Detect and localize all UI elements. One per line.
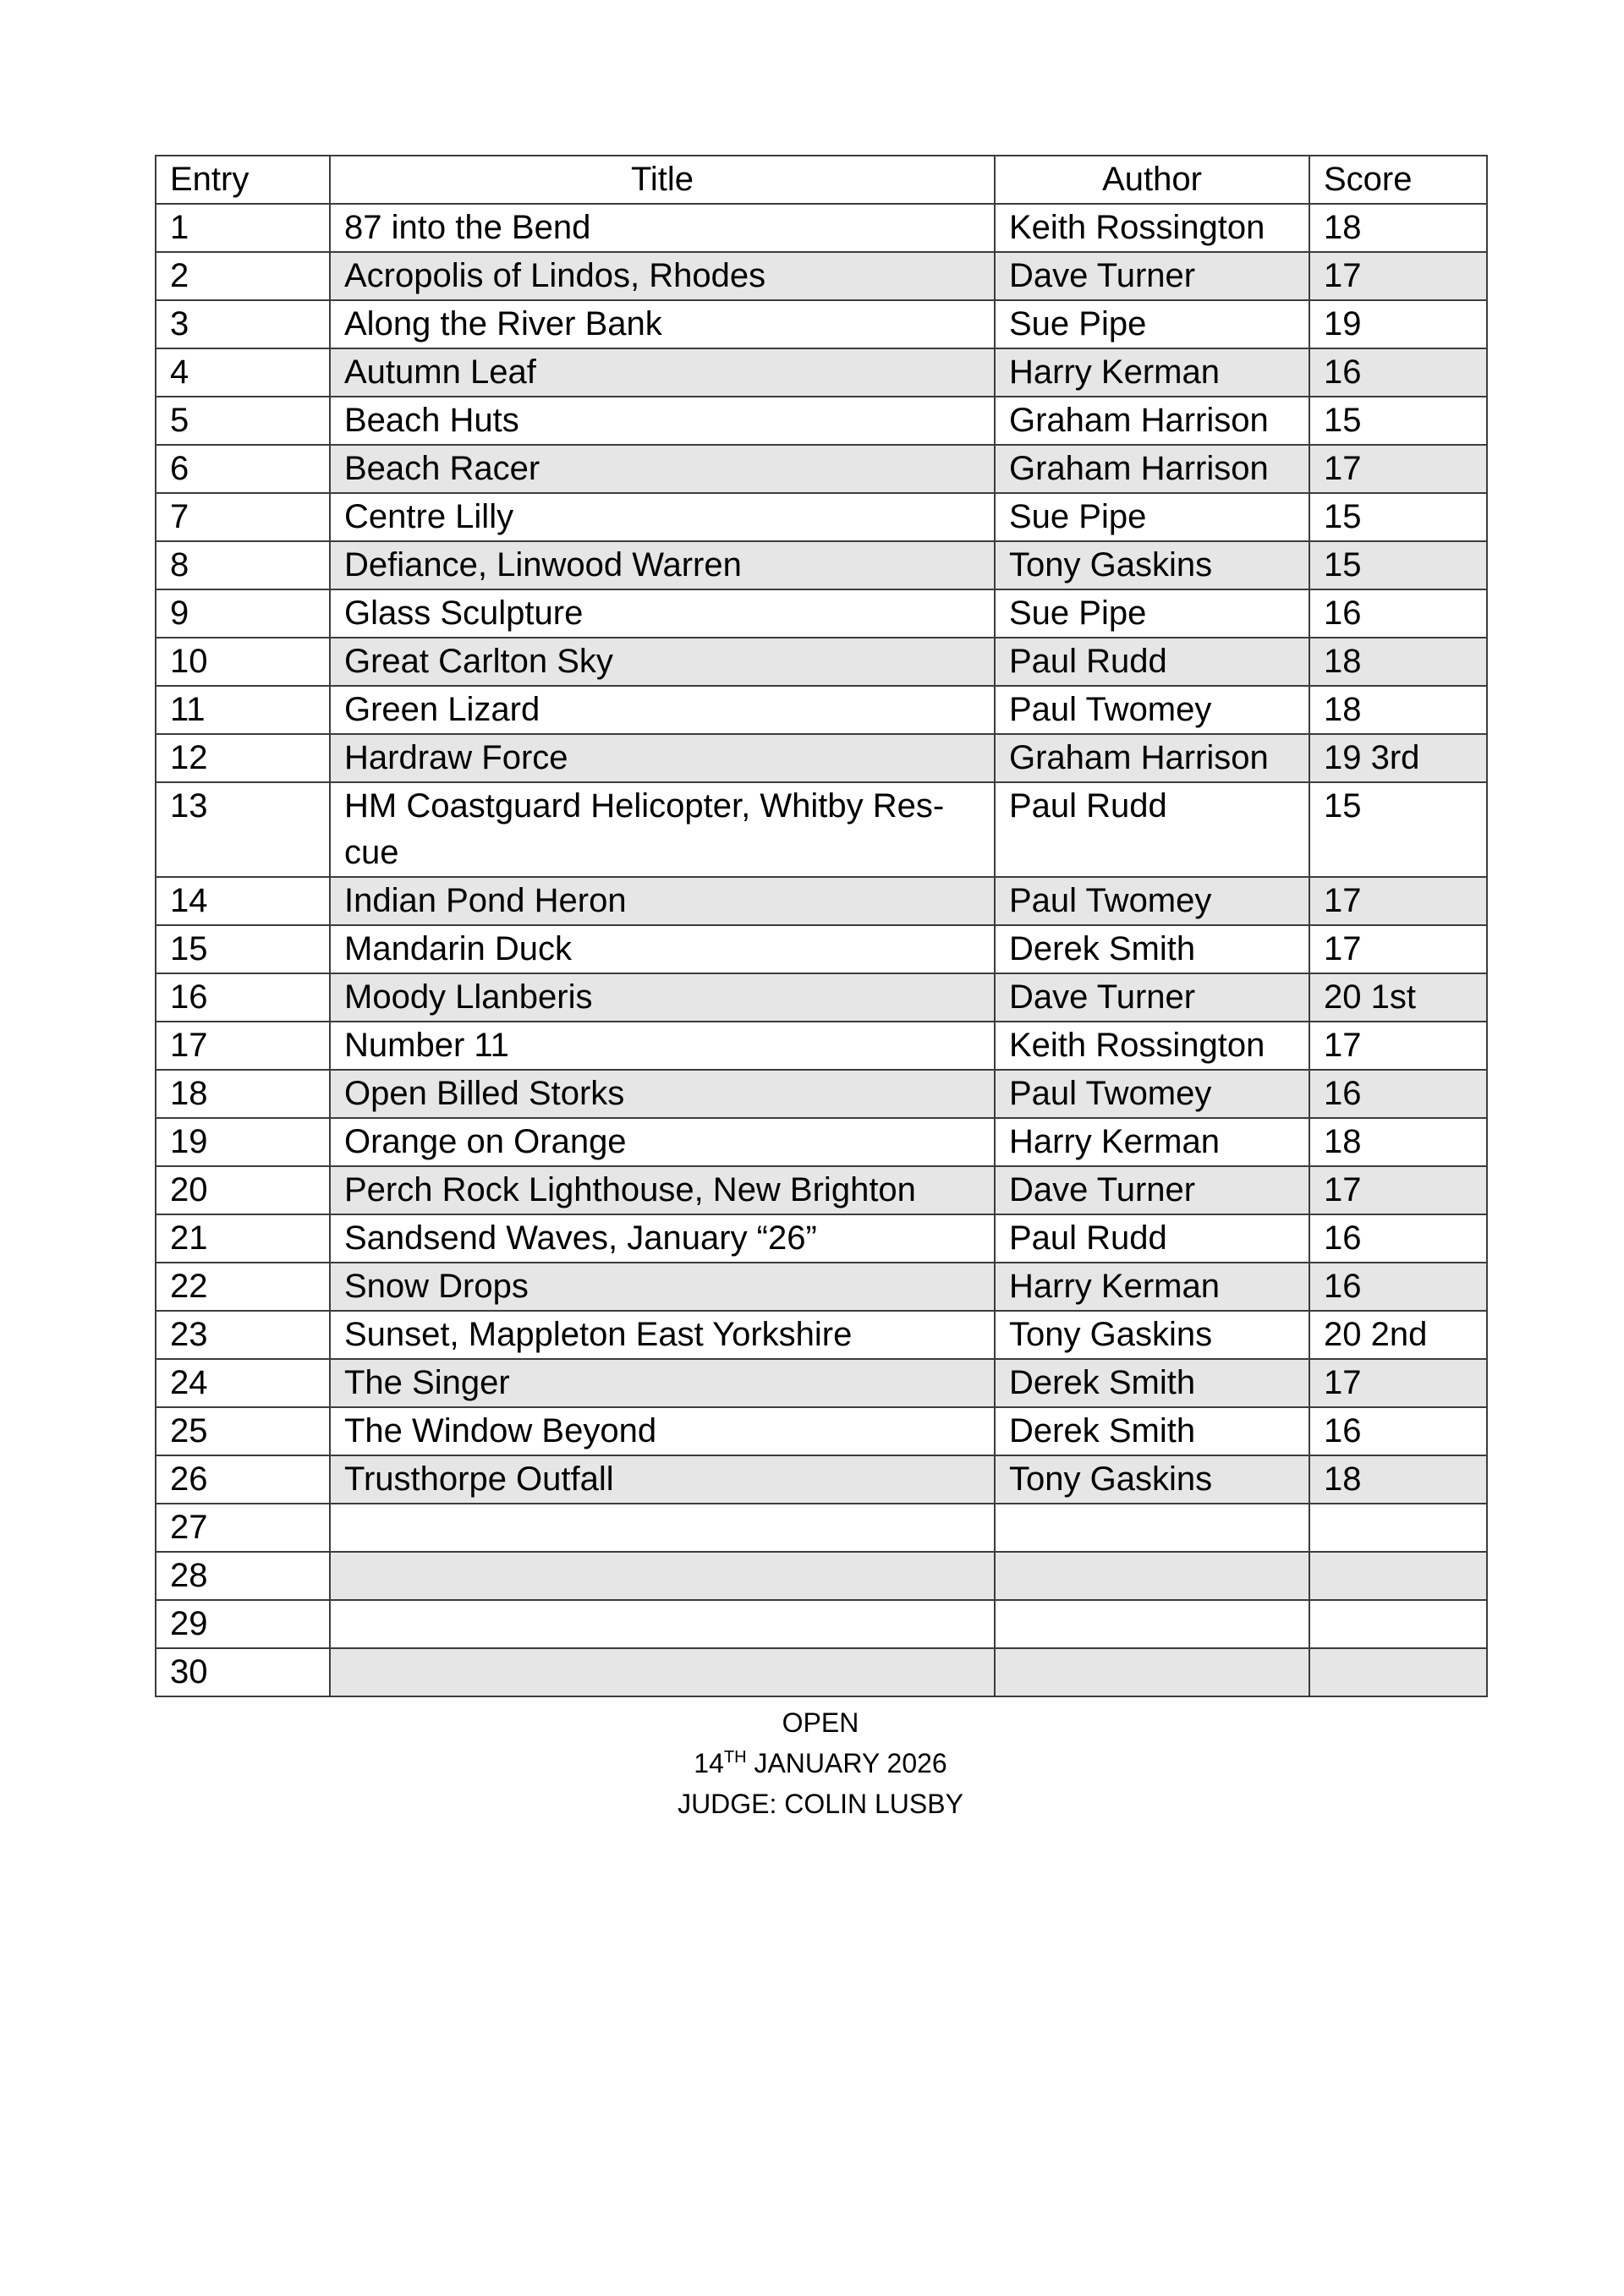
cell-author: Tony Gaskins [995,1455,1309,1504]
cell-entry: 1 [156,204,330,252]
cell-title: HM Coastguard Helicopter, Whitby Res-cue [330,782,995,877]
cell-author: Tony Gaskins [995,1311,1309,1359]
cell-entry: 13 [156,782,330,877]
cell-entry: 16 [156,973,330,1022]
cell-entry: 20 [156,1166,330,1214]
date-month-year: JANUARY 2026 [746,1748,947,1778]
cell-author: Sue Pipe [995,300,1309,348]
cell-author [995,1648,1309,1696]
cell-title: Acropolis of Lindos, Rhodes [330,252,995,300]
cell-author: Keith Rossington [995,1022,1309,1070]
cell-author: Dave Turner [995,1166,1309,1214]
cell-score: 20 1st [1309,973,1487,1022]
cell-score: 18 [1309,1118,1487,1166]
cell-score: 15 [1309,397,1487,445]
cell-score: 16 [1309,1214,1487,1263]
cell-score: 16 [1309,348,1487,397]
cell-score: 17 [1309,925,1487,973]
table-row [156,493,1487,541]
results-body [156,204,1487,1696]
cell-author [995,1504,1309,1552]
cell-author: Paul Twomey [995,877,1309,925]
table-row [156,686,1487,734]
cell-author: Paul Rudd [995,638,1309,686]
table-row [156,589,1487,638]
date-ordinal-suffix: TH [723,1748,747,1767]
cell-entry: 23 [156,1311,330,1359]
cell-entry: 8 [156,541,330,589]
cell-entry: 27 [156,1504,330,1552]
table-row [156,1263,1487,1311]
cell-title: Along the River Bank [330,300,995,348]
cell-title: Trusthorpe Outfall [330,1455,995,1504]
cell-title [330,1648,995,1696]
cell-title: Moody Llanberis [330,973,995,1022]
cell-entry: 28 [156,1552,330,1600]
cell-title: Perch Rock Lighthouse, New Brighton [330,1166,995,1214]
cell-score: 19 [1309,300,1487,348]
cell-entry: 6 [156,445,330,493]
cell-title: Green Lizard [330,686,995,734]
cell-score: 20 2nd [1309,1311,1487,1359]
column-header-entry: Entry [156,156,330,204]
table-row [156,1311,1487,1359]
cell-entry: 3 [156,300,330,348]
cell-title: Mandarin Duck [330,925,995,973]
cell-author: Sue Pipe [995,589,1309,638]
cell-title: Open Billed Storks [330,1070,995,1118]
cell-entry: 12 [156,734,330,782]
competition-judge: JUDGE: COLIN LUSBY [678,1789,963,1819]
cell-author: Tony Gaskins [995,541,1309,589]
cell-author: Paul Rudd [995,1214,1309,1263]
competition-category: OPEN [782,1707,859,1738]
cell-entry: 9 [156,589,330,638]
cell-entry: 11 [156,686,330,734]
cell-score: 16 [1309,1070,1487,1118]
cell-entry: 14 [156,877,330,925]
cell-score [1309,1504,1487,1552]
cell-author: Graham Harrison [995,445,1309,493]
table-row [156,252,1487,300]
table-row [156,204,1487,252]
table-row [156,1407,1487,1455]
cell-author: Harry Kerman [995,348,1309,397]
cell-score: 16 [1309,1407,1487,1455]
cell-score: 17 [1309,445,1487,493]
cell-author: Harry Kerman [995,1118,1309,1166]
cell-title: Centre Lilly [330,493,995,541]
table-row [156,1504,1487,1552]
cell-author: Paul Twomey [995,1070,1309,1118]
cell-score: 19 3rd [1309,734,1487,782]
cell-entry: 25 [156,1407,330,1455]
cell-title: Number 11 [330,1022,995,1070]
cell-entry: 10 [156,638,330,686]
cell-title [330,1504,995,1552]
cell-title: 87 into the Bend [330,204,995,252]
cell-author: Derek Smith [995,1407,1309,1455]
cell-entry: 5 [156,397,330,445]
cell-entry: 4 [156,348,330,397]
cell-author [995,1552,1309,1600]
cell-score: 17 [1309,1359,1487,1407]
table-row [156,1214,1487,1263]
table-row [156,541,1487,589]
cell-entry: 24 [156,1359,330,1407]
table-row [156,1022,1487,1070]
cell-author: Paul Rudd [995,782,1309,877]
cell-author: Keith Rossington [995,204,1309,252]
table-row [156,782,1487,877]
cell-title: The Singer [330,1359,995,1407]
cell-author: Derek Smith [995,1359,1309,1407]
cell-score [1309,1552,1487,1600]
cell-author [995,1600,1309,1648]
cell-score [1309,1648,1487,1696]
results-sheet [155,155,1486,1824]
cell-title: Defiance, Linwood Warren [330,541,995,589]
cell-entry: 7 [156,493,330,541]
table-row [156,397,1487,445]
table-row [156,348,1487,397]
cell-score: 17 [1309,1022,1487,1070]
cell-entry: 22 [156,1263,330,1311]
cell-score: 18 [1309,686,1487,734]
table-row [156,300,1487,348]
cell-title: Indian Pond Heron [330,877,995,925]
cell-score: 17 [1309,1166,1487,1214]
table-row [156,1070,1487,1118]
cell-score [1309,1600,1487,1648]
table-row [156,1359,1487,1407]
cell-title: Great Carlton Sky [330,638,995,686]
cell-title: Beach Huts [330,397,995,445]
cell-score: 15 [1309,541,1487,589]
cell-entry: 21 [156,1214,330,1263]
cell-title: Sunset, Mappleton East Yorkshire [330,1311,995,1359]
cell-author: Paul Twomey [995,686,1309,734]
table-row [156,1600,1487,1648]
table-row [156,445,1487,493]
cell-author: Sue Pipe [995,493,1309,541]
competition-date [155,1743,1486,1784]
cell-author: Harry Kerman [995,1263,1309,1311]
cell-title [330,1552,995,1600]
cell-score: 18 [1309,1455,1487,1504]
date-day: 14 [694,1748,724,1778]
column-header-score: Score [1309,156,1487,204]
cell-score: 15 [1309,782,1487,877]
column-header-title: Title [330,156,995,204]
table-row [156,1552,1487,1600]
cell-author: Dave Turner [995,973,1309,1022]
table-row [156,1118,1487,1166]
cell-score: 18 [1309,638,1487,686]
table-header-row [156,156,1487,204]
cell-title [330,1600,995,1648]
table-row [156,1166,1487,1214]
cell-author: Dave Turner [995,252,1309,300]
cell-title: Hardraw Force [330,734,995,782]
cell-score: 15 [1309,493,1487,541]
table-row [156,877,1487,925]
competition-footer [155,1702,1486,1824]
results-table [155,155,1488,1697]
cell-score: 16 [1309,1263,1487,1311]
cell-title: Orange on Orange [330,1118,995,1166]
table-row [156,973,1487,1022]
cell-entry: 17 [156,1022,330,1070]
cell-author: Graham Harrison [995,734,1309,782]
cell-author: Graham Harrison [995,397,1309,445]
cell-entry: 30 [156,1648,330,1696]
table-row [156,734,1487,782]
cell-title: The Window Beyond [330,1407,995,1455]
cell-entry: 19 [156,1118,330,1166]
table-row [156,925,1487,973]
cell-title: Autumn Leaf [330,348,995,397]
cell-score: 17 [1309,252,1487,300]
cell-score: 16 [1309,589,1487,638]
table-row [156,638,1487,686]
cell-entry: 29 [156,1600,330,1648]
cell-entry: 18 [156,1070,330,1118]
cell-author: Derek Smith [995,925,1309,973]
cell-title: Beach Racer [330,445,995,493]
cell-entry: 26 [156,1455,330,1504]
cell-title: Snow Drops [330,1263,995,1311]
cell-score: 17 [1309,877,1487,925]
cell-entry: 2 [156,252,330,300]
cell-entry: 15 [156,925,330,973]
table-row [156,1455,1487,1504]
cell-title: Sandsend Waves, January “26” [330,1214,995,1263]
cell-title: Glass Sculpture [330,589,995,638]
table-row [156,1648,1487,1696]
column-header-author: Author [995,156,1309,204]
cell-score: 18 [1309,204,1487,252]
